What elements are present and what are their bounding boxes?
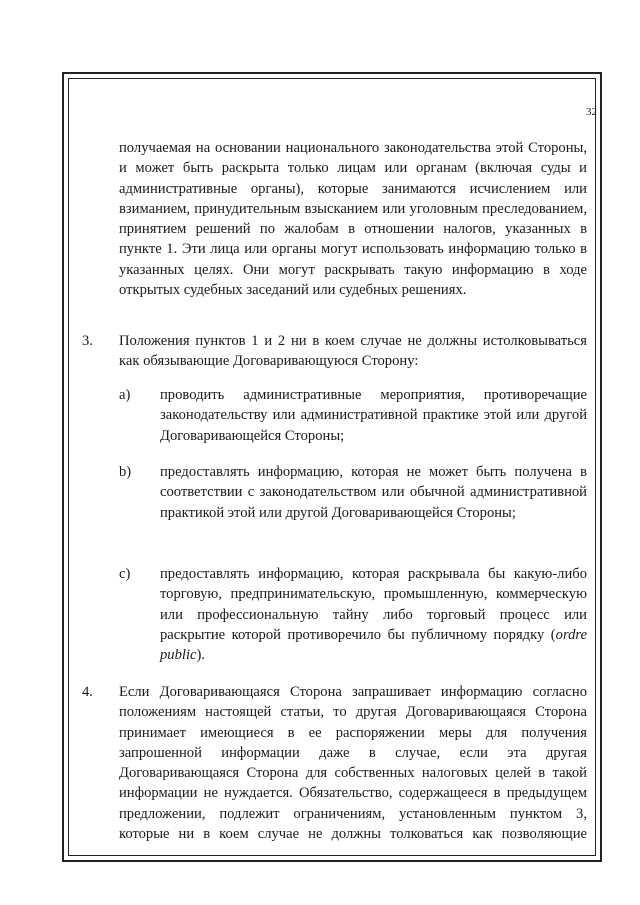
subitem-c-text-before: предоставлять информацию, которая раскрывала бы какую-либо торговую, предпринимательскую, промышленную, коммерческую или профессиональную тайну либо торговый процесс или раскрытие которой противоречило бы публичному порядку ( — [160, 566, 587, 643]
subitem-c-label: c) — [119, 566, 131, 582]
item-3-text: Положения пунктов 1 и 2 ни в коем случае не должны истолковываться как обязывающие Договаривающуюся Сторону: — [119, 333, 587, 370]
subitem-c-italic: ordre public — [160, 626, 587, 664]
page-number: 32 — [586, 106, 597, 118]
subitem-c-text-after: ). — [196, 647, 205, 664]
subitem-c-text — [160, 564, 587, 665]
subitem-a-text: проводить административные мероприятия, противоречащие законодательству или административной практике этой или другой Договаривающейся Стороны; — [160, 387, 587, 444]
subitem-b-label: b) — [119, 464, 132, 480]
item-3-number: 3. — [82, 333, 93, 349]
subitem-a-label: a) — [119, 387, 131, 403]
paragraph-continuation: получаемая на основании национального законодательства этой Стороны, и может быть раскрыта только лицам или органам (включая суды и административные органы), которые занимаются исчислением или взиманием, принудительным взысканием или уголовным преследованием, принятием решений по жалобам в отношении налогов, указанных в пункте 1. Эти лица или органы могут использовать информацию только в указанных целях. Они могут раскрывать такую информацию в ходе открытых судебных заседаний или судебных решениях. — [119, 140, 587, 299]
subitem-b-text: предоставлять информацию, которая не может быть получена в соответствии с законодательством или обычной административной практикой этой или другой Договаривающейся Стороны; — [160, 464, 587, 521]
item-4-number: 4. — [82, 684, 93, 700]
item-4-text: Если Договаривающаяся Сторона запрашивает информацию согласно положениям настоящей статьи, то другая Договаривающаяся Сторона принимает имеющиеся в ее распоряжении меры для получения запрошенной информации даже в случае, если эта другая Договаривающаяся Сторона для собственных налоговых целей в такой информации не нуждается. Обязательство, содержащееся в предыдущем предложении, подлежит ограничениям, установленным пунктом 3, которые ни в коем случае не должны толковаться как позволяющие — [119, 684, 587, 843]
